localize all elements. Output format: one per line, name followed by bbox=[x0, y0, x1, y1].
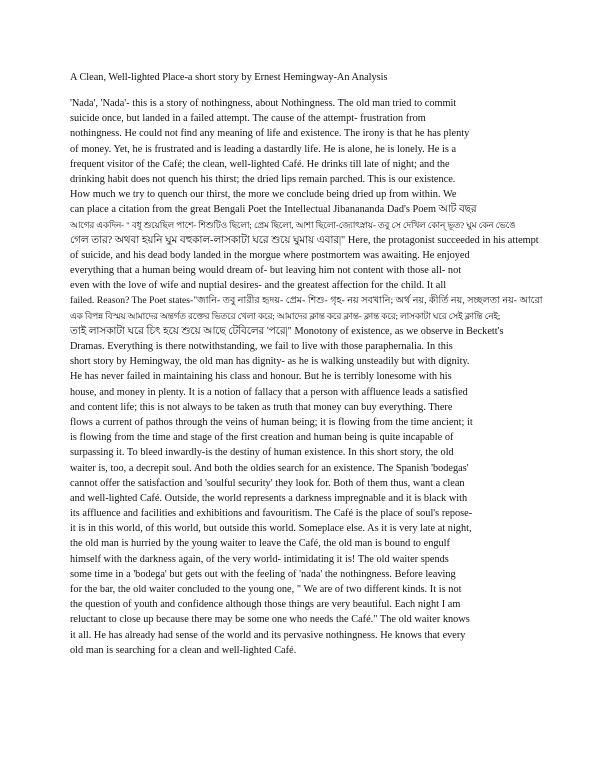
text-line: গেল তার? অথবা হয়নি ঘুম বহুকাল-লাসকাটা ঘরে শুয়ে ঘুমায় এবার|" Here, the protagonist succeeded in his attempt bbox=[70, 234, 539, 246]
document-title: A Clean, Well-lighted Place-a short story by Ernest Hemingway-An Analysis bbox=[70, 72, 388, 83]
text-line: failed. Reason? The Poet states-"জানি- তবু নারীর হৃদয়- প্রেম- শিশু- গৃহ- নয় সবখানি; অর্থ নয়, কীর্তি নয়, সচ্ছলতা নয়- আরো bbox=[70, 295, 543, 307]
text-line-bengali: এক বিপন্ন বিস্ময় আমাদের অন্তর্গত রক্তের ভিতরে খেলা করে; আমাদের ক্লান্ত করে ক্লান্ত- ক্লান্ত করে; লাসকাটা ঘরে সেই ক্লান্তি নেই; bbox=[70, 310, 501, 321]
text-line: even with the love of wife and nuptial desires- and the greatest affection for the child. It all bbox=[70, 280, 447, 292]
text-line: it is in this world, of this world, but outside this world. Someplace else. As it is very late at night, bbox=[70, 523, 472, 535]
text-line: suicide once, but landed in a failed attempt. The cause of the attempt- frustration from bbox=[70, 113, 426, 125]
text-line: 'Nada', 'Nada'- this is a story of nothingness, about Nothingness. The old man tried to commit bbox=[70, 98, 457, 109]
text-line: frequent visitor of the Café; the clean, well-lighted Café. He drinks till late of night; and the bbox=[70, 158, 450, 170]
text-line: drinking habit does not quench his thirst; the dried lips remain parched. This is our existence. bbox=[70, 173, 456, 185]
text-line: flows a current of pathos through the veins of human being; it is flowing from the time ancient; it bbox=[70, 416, 473, 428]
text-line-bengali: আগের একদিন- " বধূ শুয়েছিল পাশে- শিশুটিও ছিলো; প্রেম ছিলো, আশা ছিলো-জ্যোৎস্নায়- তবু সে দেখিল কোন্ ভূত? ঘুম কেন ভেঙে bbox=[70, 219, 516, 230]
text-line: house, and money in plenty. It is a notion of fallacy that a person with affluence leads a satisfied bbox=[70, 386, 468, 398]
text-line: cannot offer the satisfaction and 'soulful security' they look for. Both of them thus, want a clean bbox=[70, 477, 465, 489]
text-line: himself with the darkness again, of the very world- intimidating it is! The old waiter spends bbox=[70, 553, 449, 565]
text-line: surpassing it. To bleed inwardly-is the destiny of human existence. In this short story, the old bbox=[70, 447, 454, 459]
text-line: nothingness. He could not find any meaning of life and existence. The irony is that he has plenty bbox=[70, 128, 470, 140]
document-body bbox=[70, 96, 545, 658]
text-line: He has never failed in maintaining his class and honour. But he is terribly lonesome with his bbox=[70, 371, 452, 383]
text-line: and content life; this is not always to be taken as truth that money can buy everything. There bbox=[70, 401, 453, 413]
text-line: some time in a 'bodega' but gets out with the feeling of 'nada' the nothingness. Before leaving bbox=[70, 568, 456, 580]
text-line: old man is searching for a clean and well-lighted Café. bbox=[70, 644, 297, 656]
text-line: reluctant to close up because there may be some one who needs the Café." The old waiter knows bbox=[70, 614, 470, 626]
text-line: and well-lighted Café. Outside, the world represents a darkness impregnable and it is black with bbox=[70, 492, 468, 504]
text-line: the question of youth and confidence although those things are very beautiful. Each night I am bbox=[70, 599, 461, 611]
text-line: of suicide, and his dead body landed in the morgue where postmortem was awaiting. He enjoyed bbox=[70, 249, 470, 261]
text-line: can place a citation from the great Bengali Poet the Intellectual Jibanananda Dad's Poem আট বছর bbox=[70, 204, 477, 216]
text-line: short story by Hemingway, the old man has dignity- as he is walking unsteadily but with dignity. bbox=[70, 356, 470, 368]
text-line: everything that a human being would dream of- but leaving him not content with those all- not bbox=[70, 265, 462, 277]
text-line: of money. Yet, he is frustrated and is leading a dastardly life. He is alone, he is lonely. He is a bbox=[70, 143, 457, 155]
text-line: waiter is, too, a decrepit soul. And both the oldies search for an existence. The Spanish 'bodegas' bbox=[70, 462, 469, 474]
text-line: the old man is hurried by the young waiter to leave the Café, the old man is bound to engulf bbox=[70, 538, 450, 550]
text-line: Dramas. Everything is there notwithstanding, we fail to live with those paraphernalia. In this bbox=[70, 341, 453, 352]
text-line: is flowing from the time and stage of the first creation and human being is quite incapable of bbox=[70, 432, 454, 444]
text-line: its affluence and facilities and exhibitions and favouritism. The Café is the place of soul's repose- bbox=[70, 508, 473, 520]
text-line: for the bar, the old waiter concluded to the young one, " We are of two different kinds. It is not bbox=[70, 584, 462, 595]
text-line: তাই লাসকাটা ঘরে চিৎ হয়ে শুয়ে আছে টেবিলের 'পরে|" Monotony of existence, as we observe in Beckett's bbox=[70, 325, 504, 337]
text-line: it all. He has already had sense of the world and its pervasive nothingness. He knows that every bbox=[70, 629, 466, 641]
text-line: How much we try to quench our thirst, the more we conclude being dried up from within. We bbox=[70, 189, 457, 201]
